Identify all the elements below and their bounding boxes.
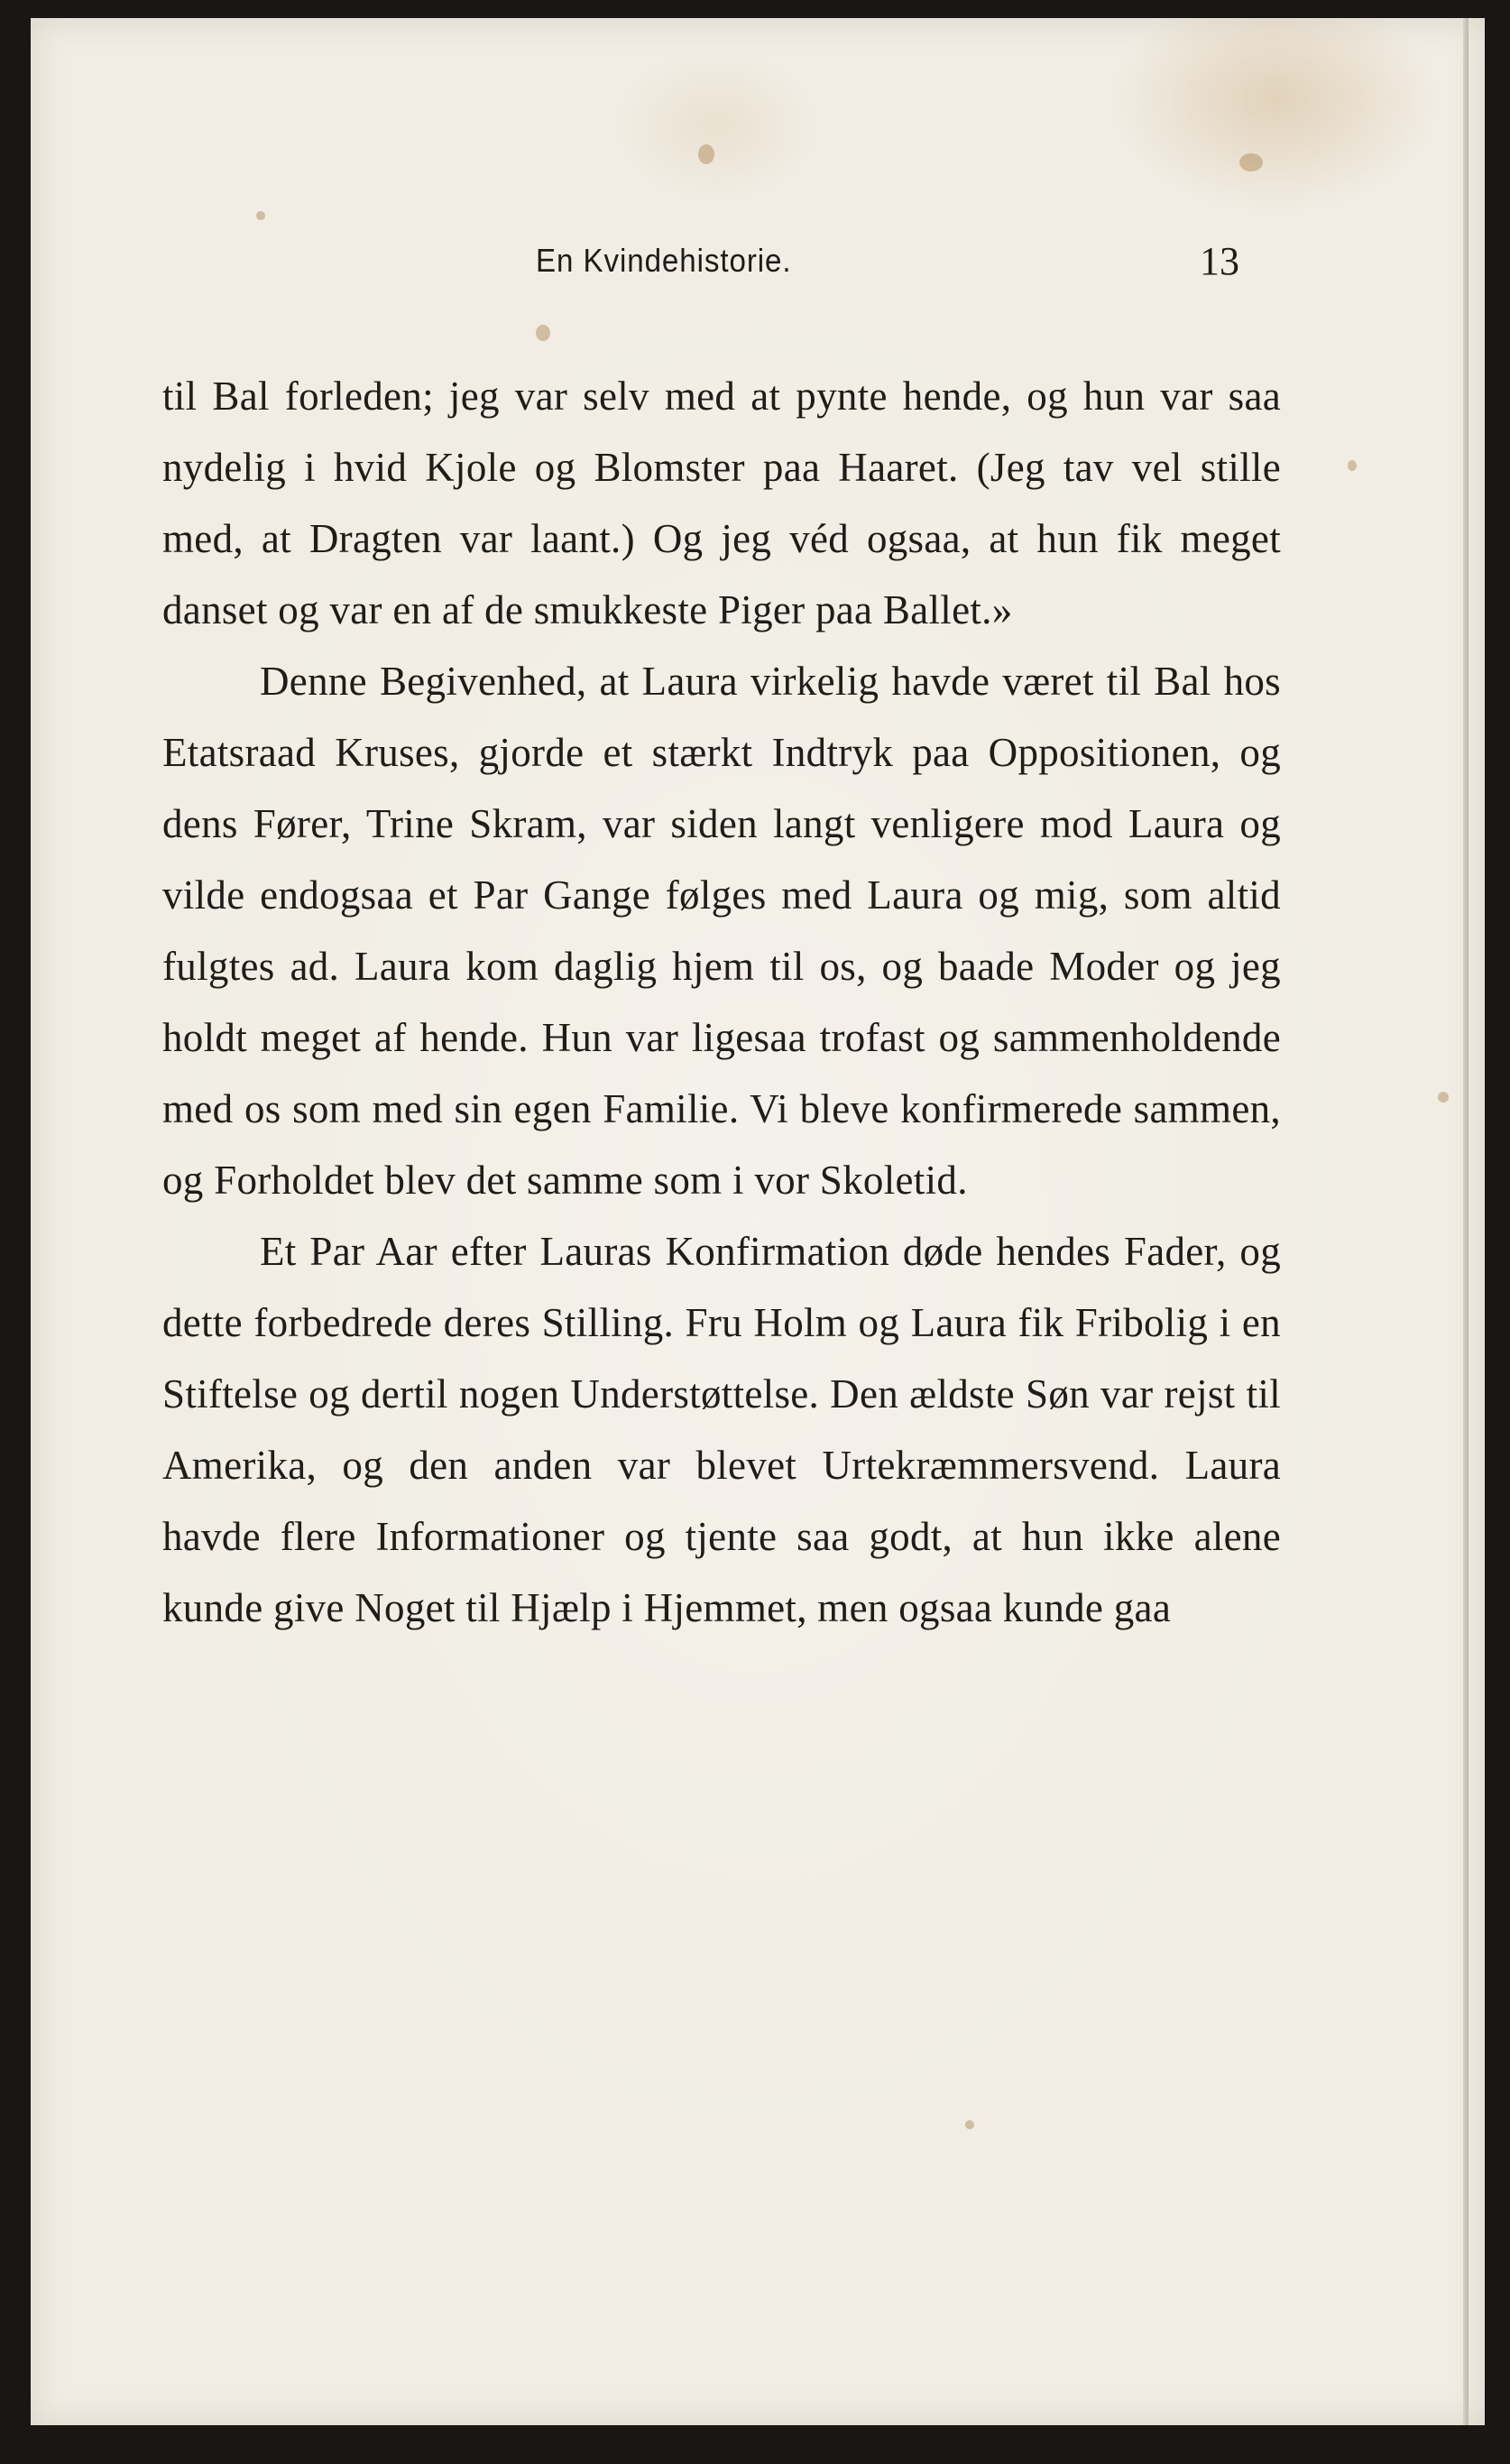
foxing-spot: [1438, 1092, 1449, 1103]
paragraph-2: Denne Begivenhed, at Laura virkelig havde været til Bal hos Etatsraad Kruses, gjorde et stærkt Indtryk paa Oppositionen, og dens Fører, Trine Skram, var siden langt venligere mod Laura og vilde endogsaa et Par Gange følges med Laura og mig, som altid fulgtes ad. Laura kom daglig hjem til os, og baade Moder og jeg holdt meget af hende. Hun var ligesaa trofast og sammenholdende med os som med sin egen Familie. Vi bleve konfirmerede sammen, og Forholdet blev det samme som i vor Skoletid.: [162, 659, 1281, 1203]
body-text: [162, 361, 1281, 1644]
paragraph-1: til Bal forleden; jeg var selv med at pynte hende, og hun var saa nydelig i hvid Kjole og Blomster paa Haaret. (Jeg tav vel stille med, at Dragten var laant.) Og jeg véd ogsaa, at hun fik meget danset og var en af de smukkeste Piger paa Ballet.»: [162, 374, 1281, 632]
book-page: [31, 18, 1485, 2425]
foxing-spot: [536, 325, 550, 341]
foxing-spot: [256, 211, 265, 220]
foxing-spot: [698, 144, 714, 164]
foxing-spot: [1239, 153, 1263, 171]
foxing-spot: [1348, 460, 1357, 471]
page-edge: [1463, 18, 1469, 2425]
paragraph-3: Et Par Aar efter Lauras Konfirmation døde hendes Fader, og dette forbedrede deres Stilling. Fru Holm og Laura fik Fribolig i en Stiftelse og dertil nogen Understøttelse. Den ældste Søn var rejst til Amerika, og den anden var blevet Urtekræmmersvend. Laura havde flere Informationer og tjente saa godt, at hun ikke alene kunde give Noget til Hjælp i Hjemmet, men ogsaa kunde gaa: [162, 1229, 1281, 1630]
page-number: 13: [1200, 239, 1239, 283]
running-head: [31, 239, 1485, 289]
running-title: En Kvindehistorie.: [536, 242, 792, 279]
foxing-spot: [965, 2120, 974, 2129]
